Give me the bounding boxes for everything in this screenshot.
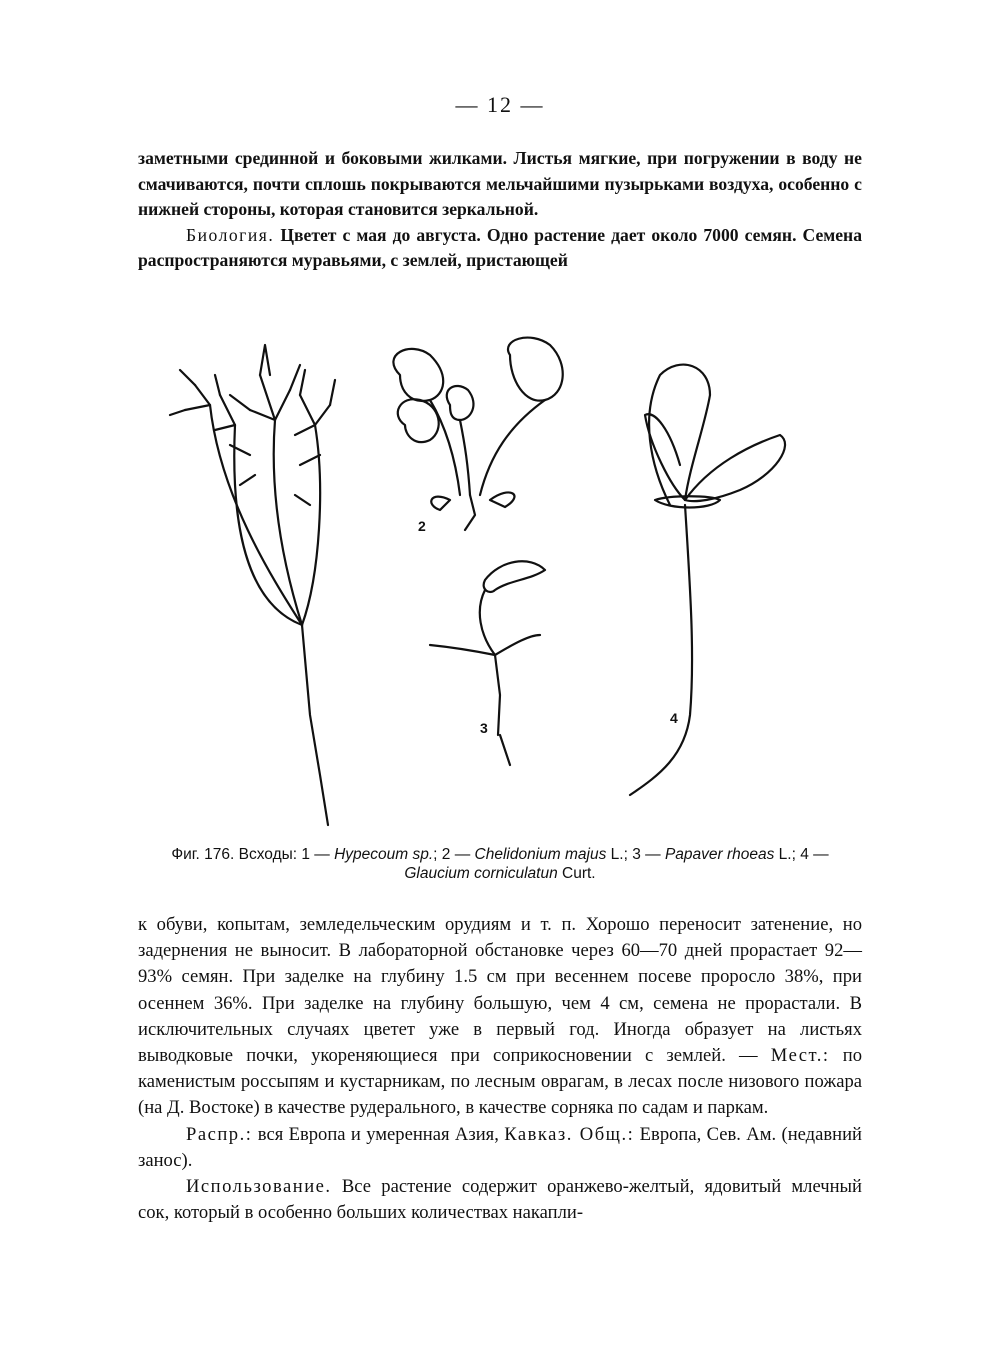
page-number: — 12 — (455, 92, 545, 117)
plant-4-glaucium (630, 365, 785, 795)
usage-text: Все растение содержит оранжево-желтый, ядовитый млечный сок, который в особенно больших количествах накапли- (138, 1176, 862, 1224)
bottom-text-block (138, 912, 862, 1226)
distribution-text-a: вся Европа и умеренная Азия, (252, 1123, 505, 1145)
caption-prefix: Фиг. 176. Всходы: 1 — (171, 846, 335, 863)
usage-heading: Использование. (186, 1176, 332, 1198)
fig-label-2: 2 (418, 518, 426, 534)
distribution-text-b: Европа, Сев. Ам. (недавний занос). (138, 1123, 862, 1171)
biology-text: Цветет с мая до августа. Одно растение дает около 7000 семян. Семена распространяются муравьями, с землей, пристающей (138, 224, 862, 271)
top-text-block (138, 146, 862, 274)
species-hypecoum: Hypecoum sp. (334, 846, 434, 863)
species-chelidonium: Chelidonium majus (474, 846, 607, 863)
obsh-heading: Общ.: (572, 1123, 635, 1145)
paragraph-distribution (138, 1122, 862, 1174)
caption-author-2: L.; 3 — (606, 846, 665, 863)
figure-caption (140, 845, 860, 883)
species-glaucium: Glaucium corniculatun (404, 865, 558, 882)
ecology-text-b: по каменистым россыпям и кустарникам, по лесным оврагам, в лесах после низового пожара (на Д. Востоке) в качестве рудерального, в качестве сорняка по садам и паркам. (138, 1045, 862, 1119)
plant-1-hypecoum (170, 345, 335, 825)
caption-sep-1: ; 2 — (433, 846, 475, 863)
biology-heading: Биология. (186, 224, 275, 245)
rasp-heading: Распр.: (186, 1123, 253, 1145)
paragraph-ecology (138, 912, 862, 1122)
plant-2-chelidonium (393, 338, 562, 530)
paragraph-usage (138, 1174, 862, 1226)
fig-label-3: 3 (480, 720, 488, 736)
kavkaz-label: Кавказ. (504, 1123, 573, 1145)
figure-176 (150, 335, 850, 835)
paragraph-leaf-description: заметными срединной и боковыми жилками. Листья мягкие, при погружении в воду не смачиваются, почти сплошь покрываются мельчайшими пузырьками воздуха, особенно с нижней стороны, которая становится зеркальной. (138, 148, 862, 220)
seedlings-illustration (150, 335, 850, 835)
species-papaver: Papaver rhoeas (664, 846, 775, 863)
ecology-text-a: к обуви, копытам, земледельческим орудиям и т. п. Хорошо переносит затенение, но задернения не выносит. В лабораторной обстановке через 60—70 дней прорастает 92—93% семян. При заделке на глубину 1.5 см при весеннем посеве проросло 38%, при осеннем 36%. При заделке на глубину большую, чем 4 см, семена не прорастали. В исключительных случаях цветет уже в первый год. Иногда образует на листьях выводковые почки, укореняющиеся при соприкосновении с землей. — (138, 914, 862, 1067)
paragraph-biology (138, 223, 862, 274)
caption-author-3: L.; 4 — (774, 846, 829, 863)
caption-author-4: Curt. (557, 865, 596, 882)
fig-label-4: 4 (670, 710, 678, 726)
mest-heading: Мест.: (770, 1045, 830, 1067)
